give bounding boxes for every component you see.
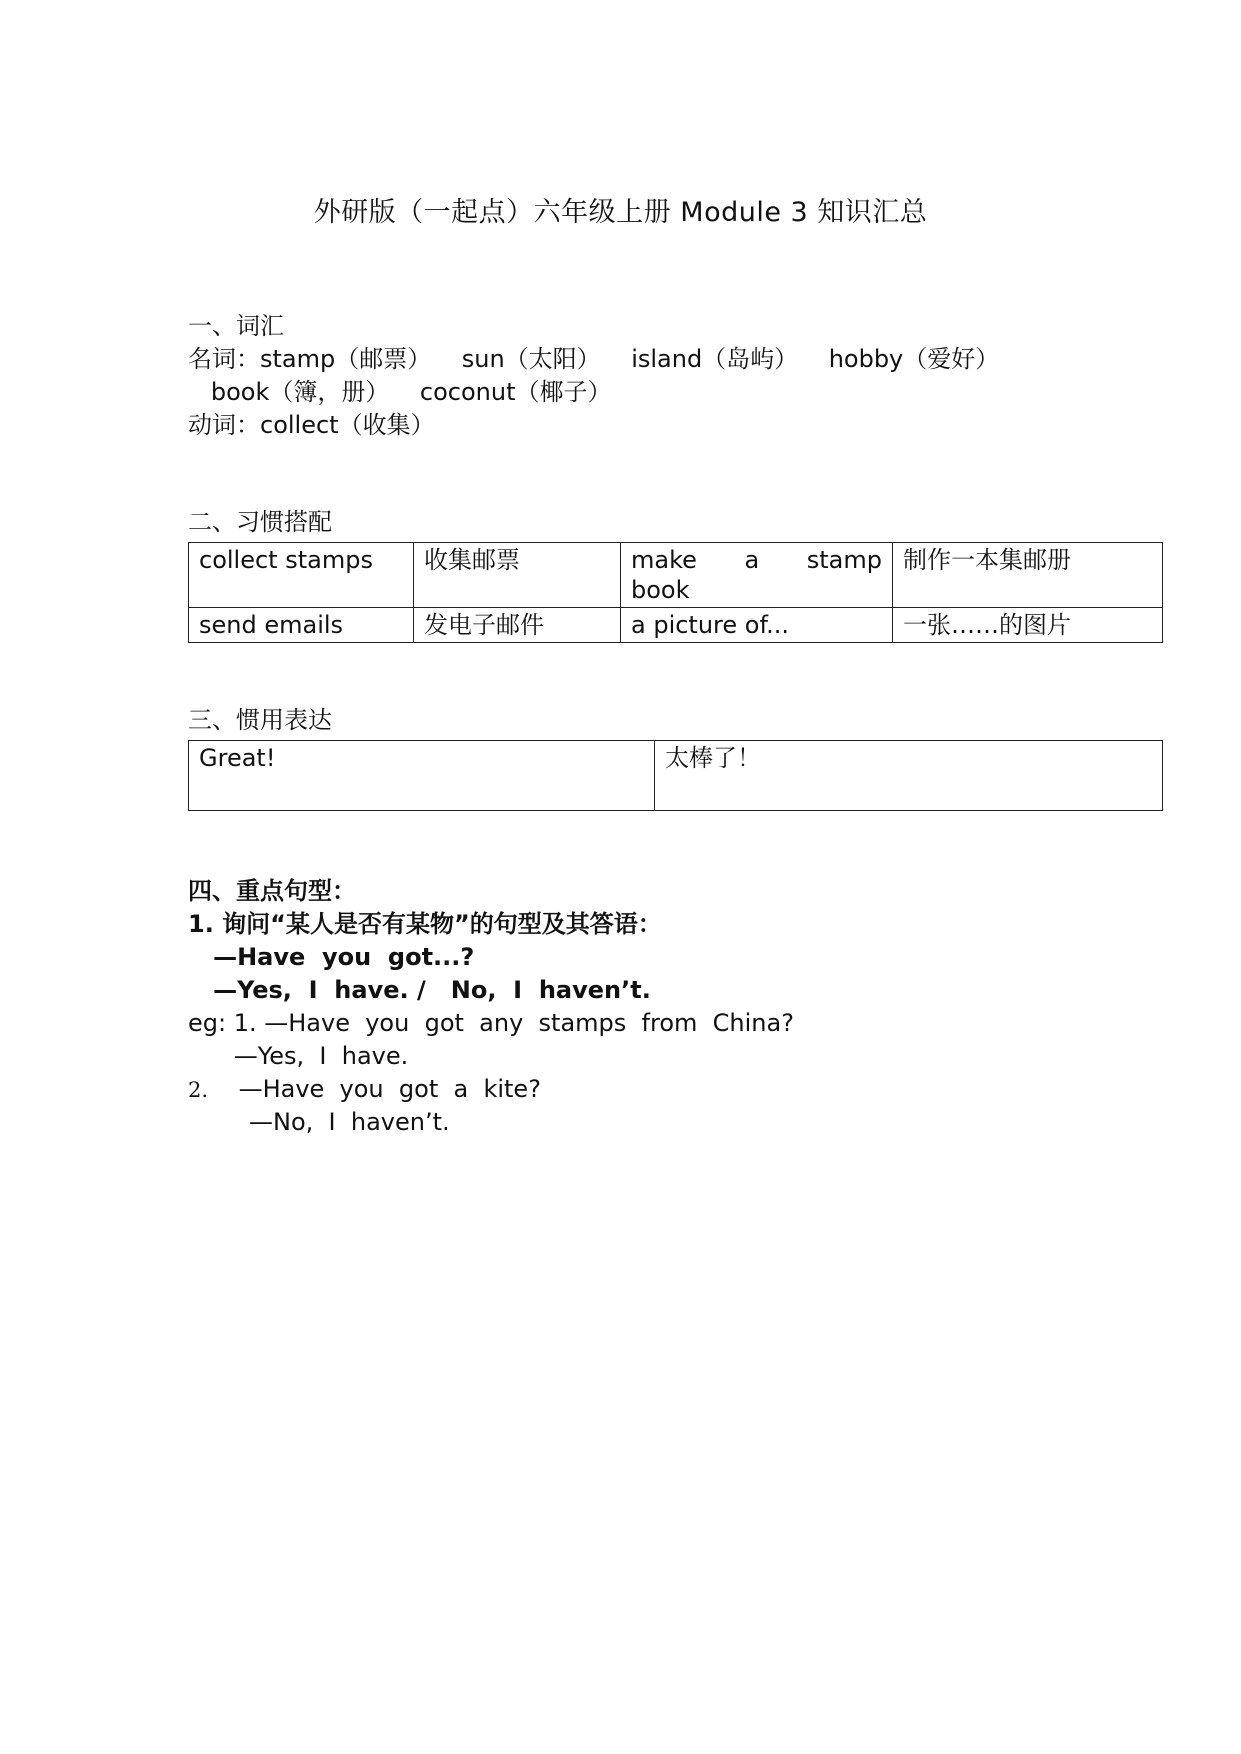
collocations-table: [188, 542, 1163, 643]
example-question: [188, 1073, 794, 1106]
verbs-line: 动词：collect（收集）: [188, 411, 435, 439]
table-row: [189, 543, 1163, 608]
example-text: —Have you got a kite?: [208, 1075, 541, 1103]
collocations-heading-wrap: [188, 506, 332, 539]
nouns-line-continued: book（簿，册） coconut（椰子）: [188, 378, 612, 406]
table-cell: [621, 543, 893, 608]
example-question: eg: 1. —Have you got any stamps from China?: [188, 1009, 794, 1037]
section-heading: 四、重点句型：: [188, 877, 356, 905]
table-row: [189, 741, 1163, 811]
table-cell: collect stamps: [189, 543, 414, 608]
section-heading: 三、惯用表达: [188, 706, 332, 734]
table-cell: 收集邮票: [414, 543, 621, 608]
example-answer: —No, I haven’t.: [188, 1108, 450, 1136]
table-row: [189, 608, 1163, 643]
example-answer: —Yes, I have.: [188, 1042, 409, 1070]
table-cell: 制作一本集邮册: [893, 543, 1163, 608]
expressions-heading-wrap: [188, 704, 332, 737]
expressions-table: [188, 740, 1163, 811]
cell-word: make: [631, 546, 697, 574]
pattern-answer: —Yes, I have. / No, I haven’t.: [188, 976, 651, 1004]
cell-word: book: [631, 576, 690, 604]
table-cell: 太棒了！: [655, 741, 1163, 811]
table-cell: a picture of...: [621, 608, 893, 643]
nouns-line: 名词：stamp（邮票） sun（太阳） island（岛屿） hobby（爱好）: [188, 345, 1000, 373]
table-cell: Great!: [189, 741, 655, 811]
page-title: 外研版（一起点）六年级上册 Module 3 知识汇总: [313, 197, 928, 228]
table-cell: 一张……的图片: [893, 608, 1163, 643]
vocabulary-section: [188, 310, 999, 442]
table-cell: send emails: [189, 608, 414, 643]
section-heading: 一、词汇: [188, 312, 284, 340]
cell-word: a: [744, 546, 760, 574]
sentence-patterns-section: [188, 875, 794, 1139]
cell-word: stamp: [806, 546, 882, 574]
point-heading: 1. 询问“某人是否有某物”的句型及其答语：: [188, 910, 662, 938]
pattern-question: —Have you got...?: [188, 943, 475, 971]
table-cell: 发电子邮件: [414, 608, 621, 643]
example-number: 2.: [188, 1078, 209, 1102]
section-heading: 二、习惯搭配: [188, 508, 332, 536]
